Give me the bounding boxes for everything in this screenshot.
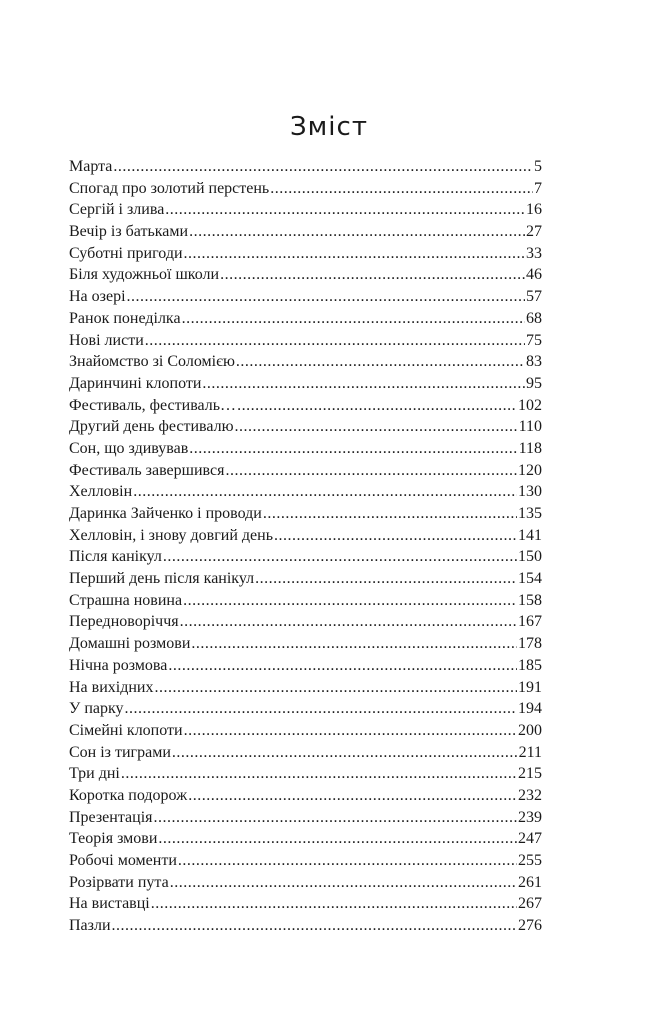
toc-entry-title: Другий день фестивалю (69, 418, 234, 436)
toc-entry-title: Пазли (69, 917, 111, 935)
toc-dot-leader (191, 633, 517, 655)
toc-entry-title: Даринчині клопоти (69, 374, 202, 392)
toc-entry (69, 568, 542, 590)
toc-dot-leader (184, 243, 525, 265)
toc-dot-leader (225, 460, 517, 482)
toc-entry (69, 264, 542, 286)
toc-entry-page-number: 191 (518, 678, 542, 696)
toc-dot-leader (151, 893, 517, 915)
toc-entry (69, 611, 542, 633)
toc-dot-leader (183, 590, 517, 612)
toc-dot-leader (178, 850, 517, 872)
toc-entry (69, 872, 542, 894)
toc-entry-page-number: 276 (518, 917, 542, 935)
page-title: Зміст (290, 112, 368, 142)
toc-entry-page-number: 185 (518, 656, 542, 674)
toc-entry-page-number: 215 (518, 765, 542, 783)
toc-entry-title: Презентація (69, 808, 153, 826)
toc-entry-title: Біля художньої школи (69, 266, 220, 284)
toc-entry-title: На виставці (69, 895, 150, 913)
toc-entry (69, 720, 542, 742)
toc-dot-leader (154, 807, 518, 829)
toc-dot-leader (133, 481, 517, 503)
toc-entry-page-number: 5 (534, 158, 542, 175)
toc-entry-title: Сімейні клопоти (69, 721, 183, 739)
toc-entry-page-number: 130 (518, 483, 542, 501)
toc-entry (69, 785, 542, 807)
toc-entry-title: Домашні розмови (69, 635, 191, 653)
toc-entry-page-number: 46 (526, 266, 542, 284)
toc-entry-page-number: 120 (518, 461, 542, 479)
toc-dot-leader (172, 742, 518, 764)
toc-entry-title: Теорія змови (69, 830, 158, 848)
toc-entry (69, 633, 542, 655)
toc-entry-page-number: 211 (518, 743, 542, 761)
toc-entry-page-number: 232 (518, 786, 542, 804)
toc-entry-page-number: 194 (518, 700, 542, 718)
toc-dot-leader (154, 677, 517, 699)
toc-entry (69, 481, 542, 503)
toc-entry-title: Передноворіччя (69, 613, 179, 631)
toc-entry-title: Нові листи (69, 331, 144, 349)
toc-entry (69, 308, 542, 330)
toc-entry (69, 698, 542, 720)
toc-dot-leader (125, 698, 517, 720)
toc-entry-title: Сон із тиграми (69, 743, 171, 761)
toc-dot-leader (189, 438, 517, 460)
toc-entry-page-number: 33 (526, 244, 542, 262)
toc-dot-leader (127, 286, 525, 308)
toc-entry-page-number: 27 (526, 223, 542, 241)
toc-entry-page-number: 110 (518, 418, 542, 436)
toc-entry-page-number: 154 (518, 570, 542, 588)
toc-dot-leader (165, 199, 525, 221)
toc-entry (69, 199, 542, 221)
toc-entry (69, 525, 542, 547)
toc-entry-page-number: 239 (518, 808, 542, 826)
toc-entry (69, 742, 542, 764)
toc-entry-title: Сергій і злива (69, 201, 165, 219)
toc-dot-leader (235, 416, 518, 438)
toc-dot-leader (189, 221, 525, 243)
toc-entry (69, 655, 542, 677)
toc-entry-title: Розірвати пута (69, 873, 169, 891)
toc-entry-title: Три дні (69, 765, 120, 783)
toc-entry (69, 828, 542, 850)
toc-dot-leader (188, 785, 517, 807)
toc-entry-title: Ранок понеділка (69, 309, 181, 327)
toc-dot-leader (184, 720, 517, 742)
toc-entry-page-number: 261 (518, 873, 542, 891)
toc-entry-title: Спогад про золотий перстень (69, 179, 270, 197)
toc-entry (69, 438, 542, 460)
toc-entry-title: Коротка подорож (69, 786, 188, 804)
toc-entry-title: Після канікул (69, 548, 162, 566)
toc-dot-leader (270, 178, 533, 200)
toc-dot-leader (237, 395, 517, 417)
toc-dot-leader (220, 264, 525, 286)
toc-entry (69, 156, 542, 178)
toc-dot-leader (255, 568, 517, 590)
toc-dot-leader (182, 308, 525, 330)
toc-entry-title: Фестиваль завершився (69, 461, 225, 479)
toc-entry-page-number: 75 (526, 331, 542, 349)
toc-entry (69, 373, 542, 395)
toc-dot-leader (145, 330, 525, 352)
toc-entry (69, 850, 542, 872)
toc-entry-page-number: 68 (526, 309, 542, 327)
toc-entry-page-number: 255 (518, 852, 542, 869)
toc-entry-title: Робочі моменти (69, 852, 177, 869)
toc-entry-page-number: 16 (526, 201, 542, 219)
toc-entry-page-number: 95 (526, 374, 542, 392)
toc-dot-leader (180, 611, 517, 633)
toc-dot-leader (236, 351, 525, 373)
toc-entry-page-number: 118 (518, 439, 542, 457)
toc-entry (69, 221, 542, 243)
toc-entry-title: Перший день після канікул (69, 570, 255, 588)
toc-entry (69, 330, 542, 352)
toc-dot-leader (121, 763, 517, 785)
toc-entry-title: Страшна новина (69, 591, 183, 609)
toc-entry-title: На озері (69, 288, 126, 306)
toc-entry-page-number: 141 (518, 526, 542, 544)
toc-entry-page-number: 247 (518, 830, 542, 848)
toc-dot-leader (158, 828, 517, 850)
toc-dot-leader (263, 503, 517, 525)
toc-entry-page-number: 200 (518, 721, 542, 739)
table-of-contents (69, 156, 542, 937)
toc-dot-leader (168, 655, 517, 677)
toc-entry-title: Суботні пригоди (69, 244, 183, 262)
toc-entry-title: Сон, що здивував (69, 439, 189, 457)
toc-entry (69, 243, 542, 265)
toc-entry-page-number: 102 (518, 396, 542, 414)
toc-entry (69, 286, 542, 308)
toc-entry-title: Марта (69, 158, 113, 175)
toc-dot-leader (163, 546, 517, 568)
toc-entry-title: Вечір із батьками (69, 223, 189, 241)
toc-entry-page-number: 167 (518, 613, 542, 631)
toc-entry-title: Хелловін (69, 483, 133, 501)
toc-entry (69, 807, 542, 829)
toc-entry-page-number: 57 (526, 288, 542, 306)
toc-entry-title: Фестиваль, фестиваль… (69, 396, 237, 414)
toc-entry (69, 351, 542, 373)
toc-entry-title: У парку (69, 700, 124, 718)
toc-entry (69, 416, 542, 438)
toc-entry (69, 590, 542, 612)
toc-dot-leader (202, 373, 525, 395)
toc-entry-page-number: 83 (526, 353, 542, 371)
toc-entry-title: Знайомство зі Соломією (69, 353, 235, 371)
toc-entry-title: Даринка Зайченко і проводи (69, 505, 262, 522)
toc-entry-title: Хелловін, і знову довгий день (69, 526, 274, 544)
toc-entry-title: Нічна розмова (69, 656, 168, 674)
toc-entry-page-number: 135 (518, 505, 542, 522)
toc-entry (69, 546, 542, 568)
toc-entry (69, 893, 542, 915)
toc-dot-leader (274, 525, 517, 547)
toc-entry (69, 915, 542, 937)
toc-entry (69, 677, 542, 699)
toc-dot-leader (112, 915, 517, 937)
toc-entry-page-number: 178 (518, 635, 542, 653)
toc-entry (69, 178, 542, 200)
toc-entry-page-number: 267 (518, 895, 542, 913)
toc-entry-page-number: 150 (518, 548, 542, 566)
toc-dot-leader (170, 872, 517, 894)
toc-entry (69, 460, 542, 482)
toc-entry-page-number: 7 (534, 179, 542, 197)
toc-entry-title: На вихідних (69, 678, 154, 696)
toc-entry (69, 395, 542, 417)
toc-entry (69, 763, 542, 785)
toc-entry-page-number: 158 (518, 591, 542, 609)
toc-dot-leader (113, 156, 533, 178)
toc-entry (69, 503, 542, 525)
